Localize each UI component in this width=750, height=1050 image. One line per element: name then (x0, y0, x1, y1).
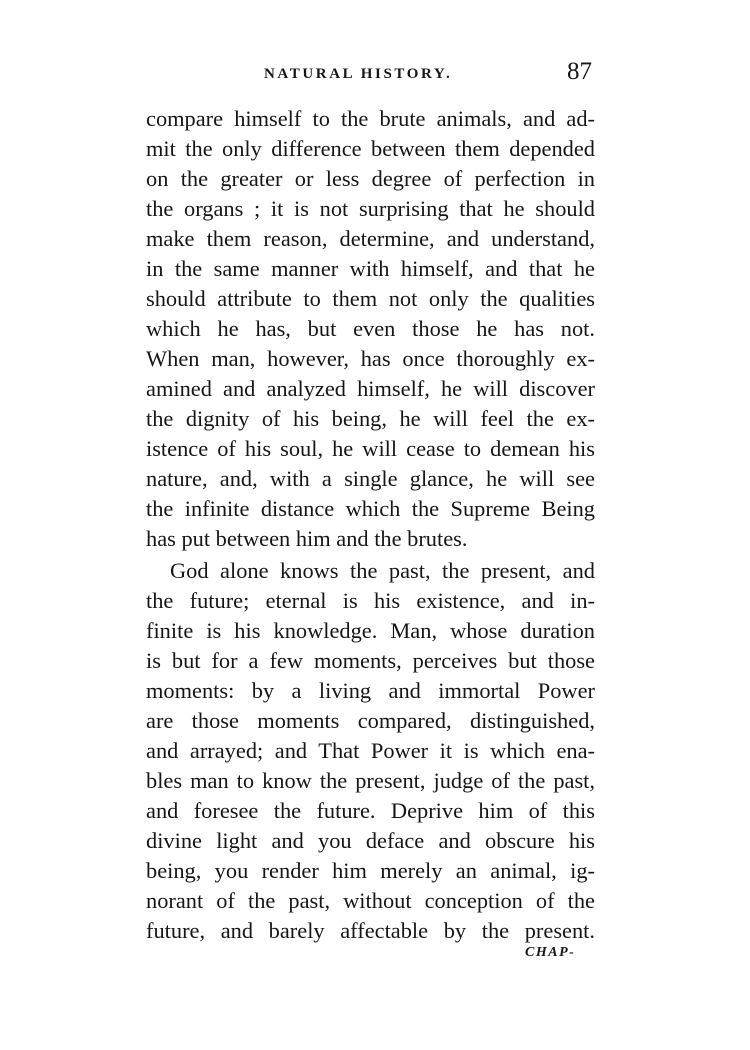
text-line: norant of the past, without conception of the (146, 888, 595, 913)
text-line: and foresee the future. Deprive him of this (146, 798, 595, 823)
text-line: When man, however, has once thoroughly ex- (146, 346, 595, 371)
running-head (146, 58, 596, 92)
text-line: on the greater or less degree of perfection in (146, 166, 595, 191)
text-line: finite is his knowledge. Man, whose duration (146, 618, 595, 643)
text-line: and arrayed; and That Power it is which ena- (146, 738, 595, 763)
text-line: is but for a few moments, perceives but those (146, 648, 595, 673)
text-line: bles man to know the present, judge of the past, (146, 768, 595, 793)
text-line: nature, and, with a single glance, he will see (146, 466, 595, 491)
text-line: moments: by a living and immortal Power (146, 678, 595, 703)
text-line: which he has, but even those he has not. (146, 316, 595, 341)
text-line: future, and barely affectable by the present. (146, 918, 595, 943)
text-line: the infinite distance which the Supreme Being (146, 496, 595, 521)
text-line: the organs ; it is not surprising that he should (146, 196, 595, 221)
running-title: NATURAL HISTORY. (264, 66, 453, 82)
page-number: 87 (567, 58, 592, 85)
text-line: mit the only difference between them depended (146, 136, 595, 161)
text-line: in the same manner with himself, and that he (146, 256, 595, 281)
text-line: the dignity of his being, he will feel the ex- (146, 406, 595, 431)
text-line: God alone knows the past, the present, and (170, 558, 595, 583)
catchword: CHAP- (525, 945, 576, 960)
text-line: make them reason, determine, and understand, (146, 226, 595, 251)
text-line: the future; eternal is his existence, and in- (146, 588, 595, 613)
text-line: divine light and you deface and obscure his (146, 828, 595, 853)
text-line: has put between him and the brutes. (146, 526, 468, 551)
text-line: amined and analyzed himself, he will discover (146, 376, 595, 401)
text-line: should attribute to them not only the qualities (146, 286, 595, 311)
text-line: being, you render him merely an animal, ig- (146, 858, 595, 883)
text-line: are those moments compared, distinguished, (146, 708, 595, 733)
text-line: istence of his soul, he will cease to demean his (146, 436, 595, 461)
text-line: compare himself to the brute animals, and ad- (146, 106, 595, 131)
